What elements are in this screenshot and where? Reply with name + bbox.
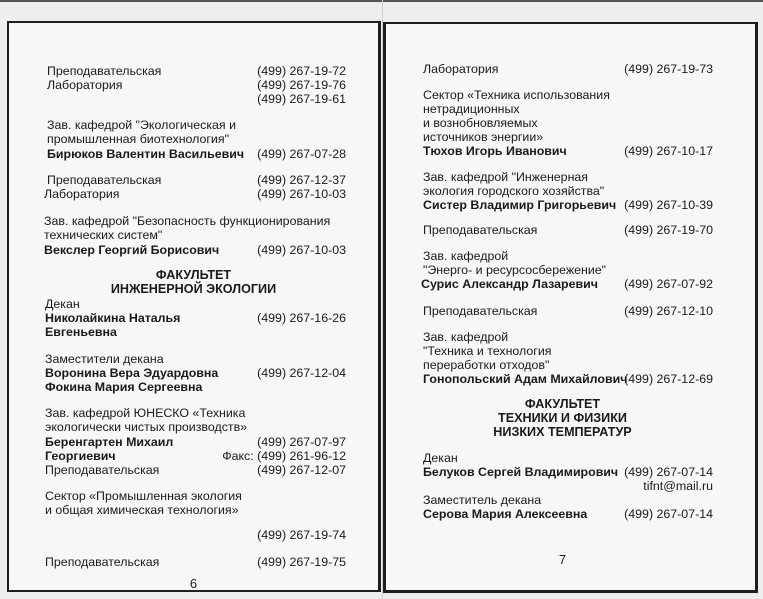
dept-title: "Техника и технология — [423, 344, 552, 358]
head-name: Векслер Георгий Борисович — [44, 243, 220, 257]
head-name: Тюхов Игорь Иванович — [423, 144, 567, 158]
entry-label: Преподавательская — [47, 64, 162, 78]
dept-title: промышленная биотехнология" — [47, 132, 229, 146]
head-phone: (499) 267-12-69 — [624, 372, 713, 386]
dept-title: экология городского хозяйства" — [423, 184, 605, 198]
head-phone: (499) 267-10-17 — [624, 144, 713, 158]
head-name: Бирюков Валентин Васильевич — [47, 147, 245, 161]
entry-phone: (499) 267-19-70 — [624, 223, 713, 237]
entry-label: Преподавательская — [423, 223, 538, 237]
entry-label: Преподавательская — [45, 463, 160, 477]
sector-title: нетрадиционных — [423, 102, 520, 116]
entry-phone: (499) 267-12-07 — [257, 463, 346, 477]
entry-label: Лаборатория — [423, 62, 499, 76]
head-name: Сурис Александр Лазаревич — [421, 277, 598, 291]
dean-name: Николайкина Наталья — [45, 311, 181, 325]
entry-phone: (499) 267-19-76 — [257, 78, 346, 92]
role-label: Декан — [45, 297, 80, 311]
sector-phone: (499) 267-19-74 — [257, 528, 346, 542]
entry-phone: (499) 267-10-03 — [257, 243, 346, 257]
dean-name: Белуков Сергей Владимирович — [423, 465, 619, 479]
entry-phone: (499) 267-12-10 — [624, 304, 713, 318]
head-name: Гонопольский Адам Михайлович — [423, 372, 628, 386]
sector-title: Сектор «Техника использования — [423, 88, 610, 102]
left-page — [7, 21, 381, 592]
deputy-phone: (499) 267-12-04 — [257, 366, 346, 380]
faculty-heading: ИНЖЕНЕРНОЙ ЭКОЛОГИИ — [110, 282, 277, 296]
dean-phone: (499) 267-07-14 — [624, 465, 713, 479]
page-number: 6 — [189, 576, 198, 591]
faculty-heading: ТЕХНИКИ И ФИЗИКИ — [498, 411, 627, 425]
deputy-name: Воронина Вера Эдуардовна — [45, 366, 219, 380]
entry-phone: (499) 267-07-28 — [257, 147, 346, 161]
dept-title: Зав. кафедрой — [423, 330, 509, 344]
entry-phone: (499) 267-10-03 — [257, 187, 346, 201]
dept-title: "Энерго- и ресурсосбережение" — [423, 263, 607, 277]
page-number: 7 — [558, 552, 567, 567]
faculty-heading: ФАКУЛЬТЕТ — [155, 268, 232, 282]
entry-label: Преподавательская — [47, 173, 162, 187]
head-phone: (499) 267-10-39 — [624, 198, 713, 212]
entry-phone: (499) 267-19-75 — [257, 555, 346, 569]
head-phone: (499) 267-07-97 — [257, 435, 346, 449]
dean-email[interactable]: tifnt@mail.ru — [643, 479, 713, 493]
role-label: Декан — [423, 451, 458, 465]
sector-title: Сектор «Промышленная экология — [45, 489, 242, 503]
dept-title: Зав. кафедрой — [423, 249, 509, 263]
dept-title: Зав. кафедрой "Инженерная — [423, 170, 589, 184]
sector-title: и общая химическая технология» — [45, 503, 239, 517]
entry-phone: (499) 267-12-37 — [257, 173, 346, 187]
sector-title: и вознобновляемых — [423, 116, 538, 130]
deputy-name: Фокина Мария Сергеевна — [45, 380, 203, 394]
dept-title: Зав. кафедрой "Экологическая и — [47, 118, 236, 132]
dept-title: экологически чистых производств» — [45, 420, 248, 434]
dean-phone: (499) 267-16-26 — [257, 311, 346, 325]
dept-title: технических систем" — [44, 228, 163, 242]
dean-name: Евгеньевна — [45, 325, 117, 339]
dept-title: переработки отходов" — [423, 358, 550, 372]
deputy-phone: (499) 267-07-14 — [624, 507, 713, 521]
role-label: Заместитель декана — [423, 493, 542, 507]
faculty-heading: ФАКУЛЬТЕТ — [524, 397, 601, 411]
dept-title: Зав. кафедрой ЮНЕСКО «Техника — [45, 406, 246, 420]
entry-phone: (499) 267-19-72 — [257, 64, 346, 78]
head-name: Георгиевич — [45, 449, 116, 463]
entry-label: Преподавательская — [45, 555, 160, 569]
entry-label: Лаборатория — [44, 187, 120, 201]
entry-label: Преподавательская — [423, 304, 538, 318]
right-page — [383, 22, 758, 593]
dept-title: Зав. кафедрой "Безопасность функционирования — [44, 214, 331, 228]
deputy-name: Серова Мария Алексеевна — [423, 507, 588, 521]
faculty-heading: НИЗКИХ ТЕМПЕРАТУР — [493, 425, 632, 439]
fax-number: Факс: (499) 261-96-12 — [222, 449, 346, 463]
head-name: Беренгартен Михаил — [45, 435, 174, 449]
head-name: Систер Владимир Григорьевич — [423, 198, 617, 212]
sector-title: источников энергии» — [423, 130, 544, 144]
entry-phone: (499) 267-19-61 — [257, 92, 346, 106]
entry-label: Лаборатория — [47, 78, 123, 92]
role-label: Заместители декана — [45, 352, 164, 366]
head-phone: (499) 267-07-92 — [624, 277, 713, 291]
entry-phone: (499) 267-19-73 — [624, 62, 713, 76]
